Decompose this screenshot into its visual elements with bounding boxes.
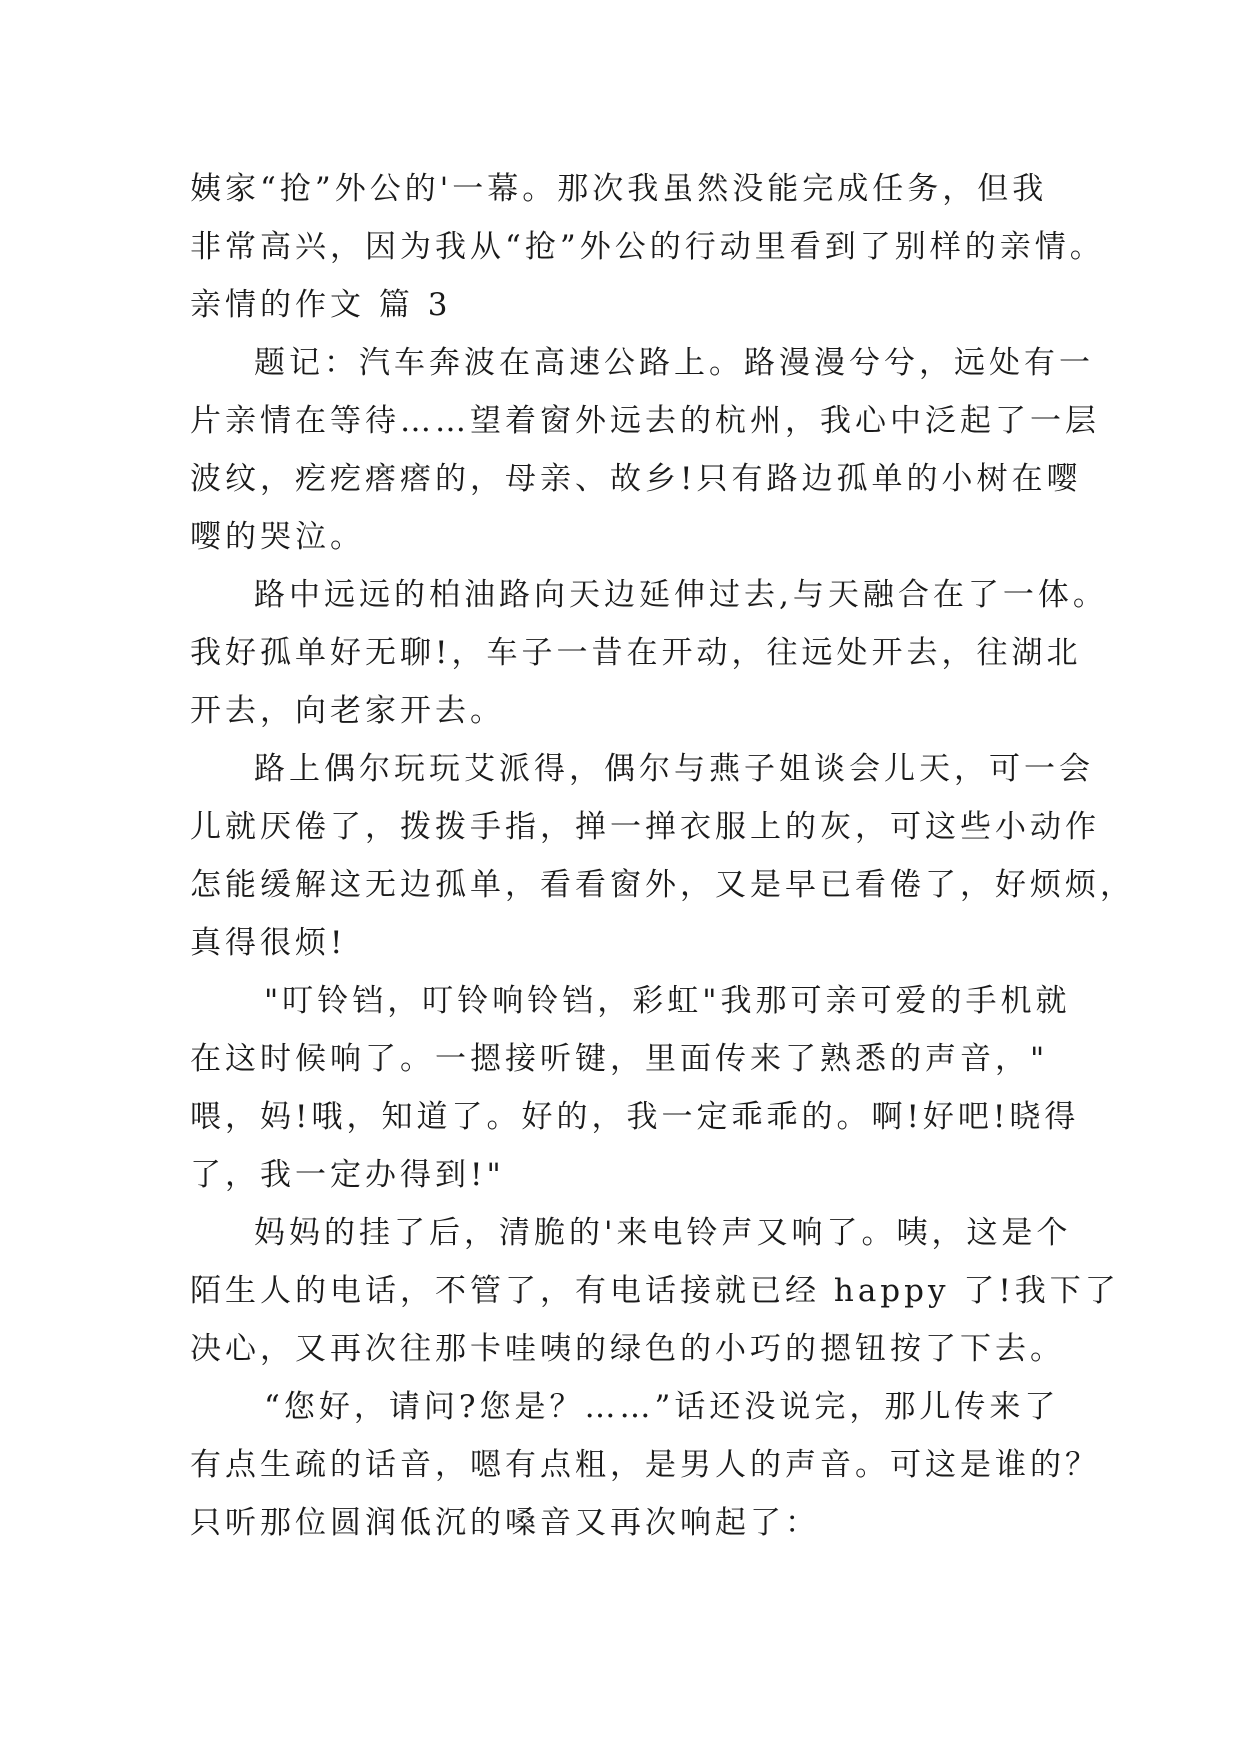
- text-line: 路上偶尔玩玩艾派得，偶尔与燕子姐谈会儿天，可一会: [254, 751, 1094, 787]
- text-line: 姨家“抢”外公的'一幕。那次我虽然没能完成任务，但我: [190, 171, 1048, 207]
- text-line: 有点生疏的话音，嗯有点粗，是男人的声音。可这是谁的？: [190, 1447, 1100, 1483]
- text-line: 儿就厌倦了，拨拨手指，掸一掸衣服上的灰，可这些小动作: [190, 809, 1100, 845]
- text-line: 妈妈的挂了后，清脆的'来电铃声又响了。咦，这是个: [254, 1215, 1072, 1251]
- text-line: 题记：汽车奔波在高速公路上。路漫漫兮兮，远处有一: [254, 345, 1094, 381]
- text-line: 路中远远的柏油路向天边延伸过去,与天融合在了一体。: [254, 577, 1108, 613]
- text-line: 非常高兴，因为我从“抢”外公的行动里看到了别样的亲情。: [190, 229, 1105, 265]
- text-line: 喂，妈!哦，知道了。好的，我一定乖乖的。啊!好吧!晓得: [190, 1099, 1080, 1135]
- document-body: [190, 160, 1135, 1552]
- text-line: 了，我一定办得到!": [190, 1157, 505, 1193]
- text-line: 波纹，疙疙瘩瘩的，母亲、故乡!只有路边孤单的小树在嘤: [190, 461, 1082, 497]
- text-line: “您好，请问?您是？……”话还没说完，那儿传来了: [264, 1389, 1060, 1425]
- text-line: 只听那位圆润低沉的嗓音又再次响起了：: [190, 1505, 820, 1541]
- text-line: 真得很烦!: [190, 925, 347, 961]
- text-line: 决心，又再次往那卡哇咦的绿色的小巧的摁钮按了下去。: [190, 1331, 1065, 1367]
- text-line: 陌生人的电话，不管了，有电话接就已经 happy 了!我下了: [190, 1273, 1120, 1309]
- text-line: 我好孤单好无聊!，车子一昔在开动，往远处开去，往湖北: [190, 635, 1082, 671]
- text-line: 开去，向老家开去。: [190, 693, 505, 729]
- text-line: 怎能缓解这无边孤单，看看窗外，又是早已看倦了，好烦烦，: [190, 867, 1135, 903]
- text-line: "叮铃铛，叮铃响铃铛，彩虹"我那可亲可爱的手机就: [264, 983, 1071, 1019]
- text-line: 片亲情在等待……望着窗外远去的杭州，我心中泛起了一层: [190, 403, 1100, 439]
- section-heading: 亲情的作文 篇 3: [190, 287, 452, 323]
- text-line: 嘤的哭泣。: [190, 519, 365, 555]
- text-line: 在这时候响了。一摁接听键，里面传来了熟悉的声音，": [190, 1041, 1049, 1077]
